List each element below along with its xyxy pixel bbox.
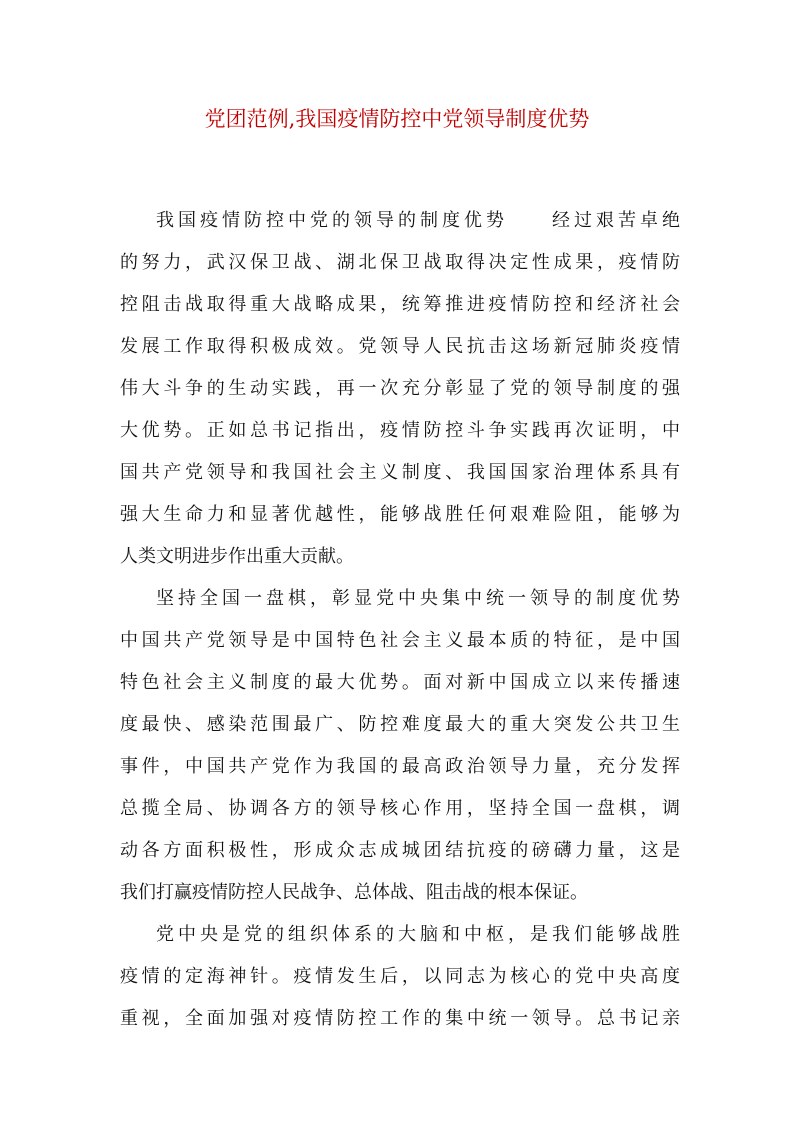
text-line: 我们打赢疫情防控人民战争、总体战、阻击战的根本保证。 — [120, 882, 588, 903]
text-line: 发展工作取得积极成效。党领导人民抗击这场新冠肺炎疫情 — [120, 336, 680, 357]
text-line: 疫情的定海神针。疫情发生后，以同志为核心的党中央高度 — [120, 966, 680, 987]
document-title: 党团范例,我国疫情防控中党领导制度优势 — [204, 107, 590, 131]
text-line: 党中央是党的组织体系的大脑和中枢，是我们能够战胜 — [156, 924, 680, 945]
text-line: 总揽全局、协调各方的领导核心作用，坚持全国一盘棋，调 — [120, 798, 680, 819]
text-line: 重视，全面加强对疫情防控工作的集中统一领导。总书记亲 — [120, 1008, 680, 1029]
text-line: 强大生命力和显著优越性，能够战胜任何艰难险阻，能够为 — [120, 504, 680, 525]
document-body — [120, 200, 680, 1040]
section-heading-line: 坚持全国一盘棋，彰显党中央集中统一领导的制度优势 — [156, 588, 680, 609]
text-line: 伟大斗争的生动实践，再一次充分彰显了党的领导制度的强 — [120, 378, 680, 399]
text-line: 人类文明进步作出重大贡献。 — [120, 546, 354, 567]
text-line: 的努力，武汉保卫战、湖北保卫战取得决定性成果，疫情防 — [120, 252, 680, 273]
text-line: 我国疫情防控中党的领导的制度优势 经过艰苦卓绝 — [156, 210, 680, 231]
text-line: 国共产党领导和我国社会主义制度、我国国家治理体系具有 — [120, 462, 680, 483]
text-line: 事件，中国共产党作为我国的最高政治领导力量，充分发挥 — [120, 756, 680, 777]
text-line: 中国共产党领导是中国特色社会主义最本质的特征，是中国 — [120, 630, 680, 651]
text-line: 度最快、感染范围最广、防控难度最大的重大突发公共卫生 — [120, 714, 680, 735]
text-line: 控阻击战取得重大战略成果，统筹推进疫情防控和经济社会 — [120, 294, 680, 315]
text-line: 动各方面积极性，形成众志成城团结抗疫的磅礴力量，这是 — [120, 840, 680, 861]
text-line: 大优势。正如总书记指出，疫情防控斗争实践再次证明，中 — [120, 420, 680, 441]
text-line: 特色社会主义制度的最大优势。面对新中国成立以来传播速 — [120, 672, 680, 693]
